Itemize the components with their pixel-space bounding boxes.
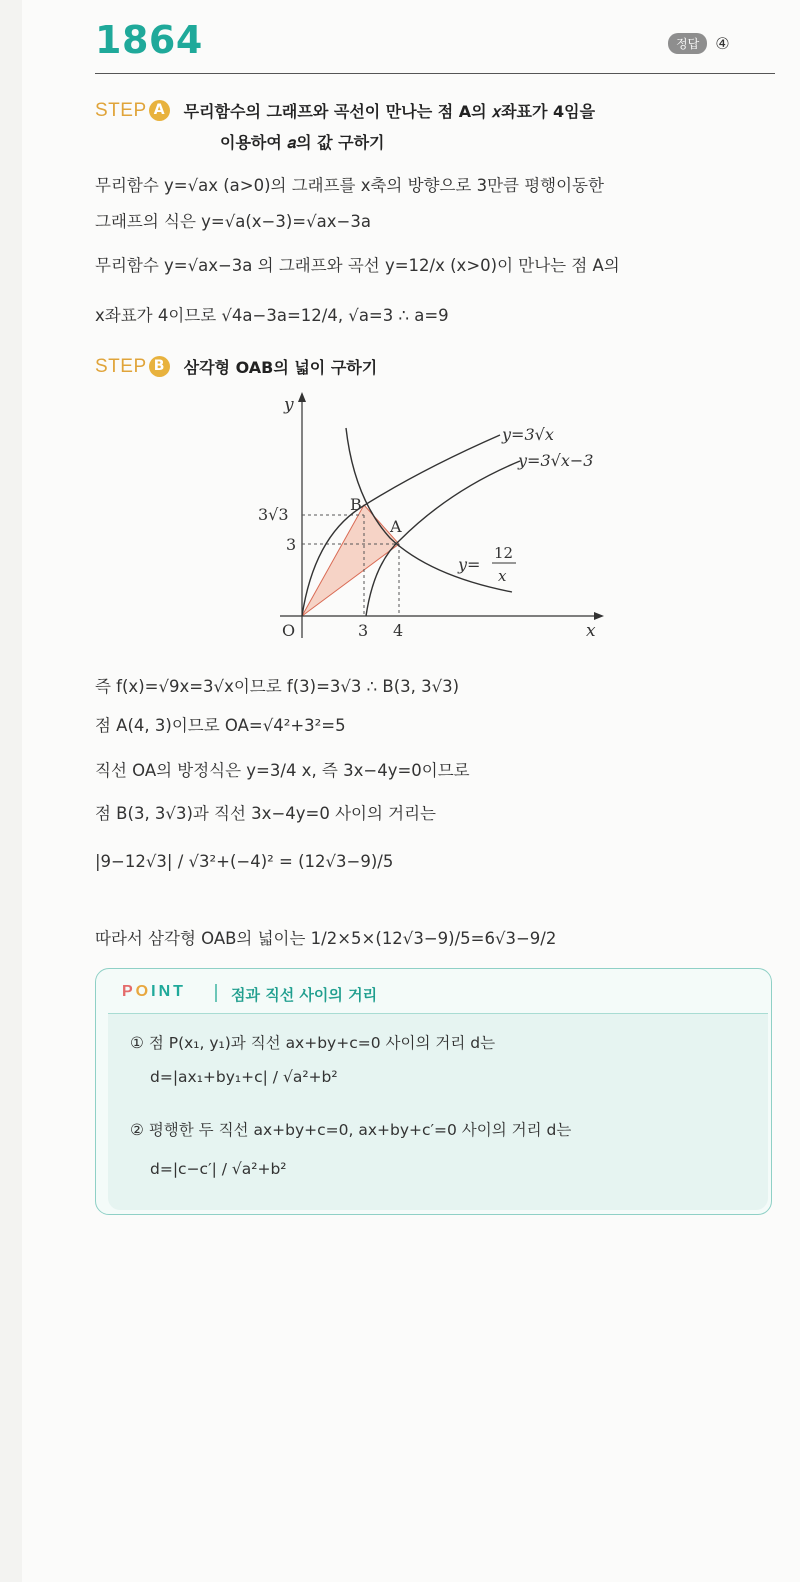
- answer: [668, 33, 730, 54]
- curve-12-over-x: [346, 428, 512, 592]
- point-item-2: ② 평행한 두 직선 ax+by+c=0, ax+by+c′=0 사이의 거리 d는: [130, 1121, 572, 1139]
- point-b-label: B: [350, 495, 362, 514]
- step-b-heading: [95, 355, 377, 378]
- point-word-int: INT: [151, 983, 186, 1000]
- answer-badge: 정답: [668, 33, 707, 54]
- tick-y-3root3: 3√3: [258, 505, 289, 524]
- point-item-1: ① 점 P(x₁, y₁)과 직선 ax+by+c=0 사이의 거리 d는: [130, 1034, 496, 1052]
- point-word-p: P: [122, 983, 136, 1000]
- x-axis-label: x: [586, 621, 596, 641]
- step-a-title-2: 이용하여 𝑎의 값 구하기: [220, 133, 385, 152]
- step-b-label: STEP: [95, 355, 147, 377]
- problem-number: 1864: [95, 18, 203, 62]
- point-word-o: O: [135, 983, 152, 1000]
- step-b-title: 삼각형 OAB의 넓이 구하기: [183, 358, 378, 377]
- curve3-label-prefix: y=: [458, 555, 481, 574]
- origin-label: O: [282, 621, 296, 640]
- body1-line-2: 그래프의 식은 y=√a(x−3)=√ax−3a: [95, 212, 371, 231]
- body2-line-3: 직선 OA의 방정식은 y=3/4 x, 즉 3x−4y=0이므로: [95, 761, 470, 780]
- triangle-oab: [302, 505, 399, 616]
- body2-line-6: 따라서 삼각형 OAB의 넓이는 1/2×5×(12√3−9)/5=6√3−9/2: [95, 929, 557, 948]
- point-word: [122, 983, 186, 1001]
- step-a-label: STEP: [95, 99, 147, 121]
- step-a-title-1: 무리함수의 그래프와 곡선이 만나는 점 A의 𝑥좌표가 4임을: [183, 102, 596, 121]
- tick-x-4: 4: [393, 621, 404, 640]
- body1-line-3: 무리함수 y=√ax−3a 의 그래프와 곡선 y=12/x (x>0)이 만나는 점 A의: [95, 256, 620, 275]
- point-formula-2: d=|c−c′| / √a²+b²: [150, 1160, 287, 1178]
- curve2-label: y=3√x−3: [518, 451, 594, 470]
- tick-x-3: 3: [358, 621, 369, 640]
- body2-line-5: |9−12√3| / √3²+(−4)² = (12√3−9)/5: [95, 852, 394, 871]
- point-title: 점과 직선 사이의 거리: [231, 986, 378, 1004]
- body2-line-2: 점 A(4, 3)이므로 OA=√4²+3²=5: [95, 716, 346, 735]
- answer-value: ④: [715, 34, 730, 53]
- page: [22, 0, 800, 1582]
- point-a-label: A: [390, 517, 402, 536]
- function-graph: [250, 388, 640, 648]
- point-formula-1: d=|ax₁+by₁+c| / √a²+b²: [150, 1068, 338, 1086]
- curve3-label-num: 12: [494, 544, 514, 562]
- step-a-badge: A: [149, 100, 170, 121]
- body1-line-4: x좌표가 4이므로 √4a−3a=12/4, √a=3 ∴ a=9: [95, 306, 449, 325]
- step-b-badge: B: [149, 356, 170, 377]
- curve1-label: y=3√x: [502, 425, 554, 444]
- y-axis-arrow: [298, 392, 306, 402]
- point-divider: [215, 984, 217, 1002]
- y-axis-label: y: [284, 395, 294, 415]
- header-rule: [95, 73, 775, 74]
- body2-line-4: 점 B(3, 3√3)과 직선 3x−4y=0 사이의 거리는: [95, 804, 436, 823]
- body2-line-1: 즉 f(x)=√9x=3√x이므로 f(3)=3√3 ∴ B(3, 3√3): [95, 677, 460, 696]
- curve3-label-den: x: [498, 567, 507, 585]
- x-axis-arrow: [594, 612, 604, 620]
- tick-y-3: 3: [286, 535, 297, 554]
- step-a-heading: [95, 99, 595, 122]
- body1-line-1: 무리함수 y=√ax (a>0)의 그래프를 x축의 방향으로 3만큼 평행이동한: [95, 176, 604, 195]
